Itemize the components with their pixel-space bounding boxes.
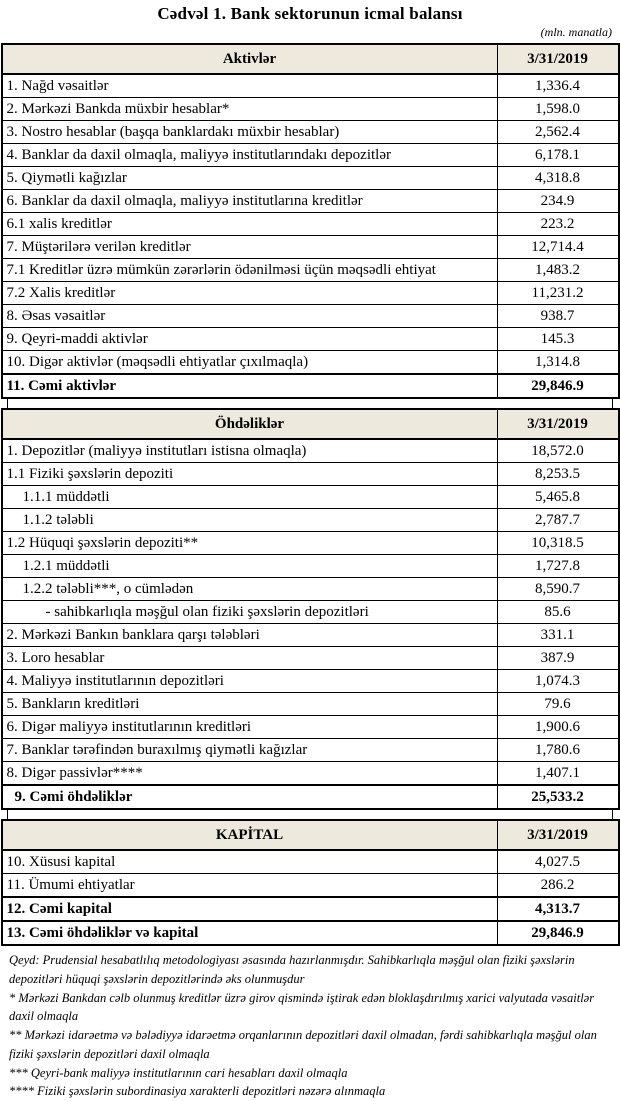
row-value: 11,231.2: [497, 282, 619, 305]
row-label: 1.1.2 tələbli: [2, 509, 498, 532]
table-row: [2, 532, 619, 555]
row-label: 2. Mərkəzi Bankda müxbir hesablar*: [2, 98, 498, 121]
row-value: 18,572.0: [497, 439, 619, 463]
row-label: 12. Cəmi kapital: [2, 897, 498, 921]
row-label: 5. Qiymətli kağızlar: [2, 167, 498, 190]
row-label: 6.1 xalis kreditlər: [2, 213, 498, 236]
row-label: 13. Cəmi öhdəliklər və kapital: [2, 921, 498, 945]
row-label: 8. Əsas vəsaitlər: [2, 305, 498, 328]
row-label: 2. Mərkəzi Bankın banklara qarşı tələbləri: [2, 624, 498, 647]
row-label: 7.2 Xalis kreditlər: [2, 282, 498, 305]
row-label: 7. Banklar tərəfindən buraxılmış qiymətli kağızlar: [2, 739, 498, 762]
row-value: 29,846.9: [497, 921, 619, 945]
row-value: 2,562.4: [497, 121, 619, 144]
row-label: 8. Digər passivlər****: [2, 762, 498, 786]
section-header-label: KAPİTAL: [2, 820, 498, 850]
assets-table: [1, 43, 620, 399]
row-value: 1,780.6: [497, 739, 619, 762]
footnote-4: **** Fiziki şəxslərin subordinasiya xarakterli depozitləri nəzərə alınmaqla: [9, 1084, 386, 1099]
row-value: 4,027.5: [497, 850, 619, 874]
row-label: 1.2.1 müddətli: [2, 555, 498, 578]
row-value: 331.1: [497, 624, 619, 647]
row-value: 2,787.7: [497, 509, 619, 532]
table-row: [2, 98, 619, 121]
table-row: [2, 739, 619, 762]
row-label: 6. Digər maliyyə institutlarının kreditləri: [2, 716, 498, 739]
table-row: [2, 647, 619, 670]
row-value: 85.6: [497, 601, 619, 624]
table-row: [2, 236, 619, 259]
row-label: 4. Maliyyə institutlarının depozitləri: [2, 670, 498, 693]
table-row: [2, 509, 619, 532]
row-value: 1,314.8: [497, 351, 619, 375]
row-label: 1.2 Hüquqi şəxslərin depoziti**: [2, 532, 498, 555]
table-row: [2, 282, 619, 305]
row-value: 1,900.6: [497, 716, 619, 739]
column-header-date: 3/31/2019: [497, 44, 619, 74]
table-row: [2, 213, 619, 236]
row-value: 223.2: [497, 213, 619, 236]
row-label: 10. Digər aktivlər (məqsədli ehtiyatlar çıxılmaqla): [2, 351, 498, 375]
row-value: 6,178.1: [497, 144, 619, 167]
row-value: 286.2: [497, 874, 619, 898]
table-row: [2, 578, 619, 601]
table-row: [2, 850, 619, 874]
footnotes-block: [9, 951, 611, 1101]
row-value: 938.7: [497, 305, 619, 328]
row-label: 5. Bankların kreditləri: [2, 693, 498, 716]
table-row: [2, 624, 619, 647]
row-label: 4. Banklar da daxil olmaqla, maliyyə institutlarındakı depozitlər: [2, 144, 498, 167]
liabilities-header-row: [2, 409, 619, 439]
row-value: 10,318.5: [497, 532, 619, 555]
footnote-2: ** Mərkəzi idarəetmə və bələdiyyə idarəetmə orqanlarının depozitləri daxil olmadan, fərdi sahibkarlıqla məşğul olan fiziki şəxslərin depozitləri daxil olmaqla: [9, 1028, 597, 1061]
table-row: [2, 259, 619, 282]
table-row: [2, 921, 619, 945]
table-row: [2, 693, 619, 716]
row-value: 1,074.3: [497, 670, 619, 693]
table-row: [2, 601, 619, 624]
section-gap: [7, 399, 613, 408]
table-row: [2, 555, 619, 578]
footnote-3: *** Qeyri-bank maliyyə institutlarının cari hesabları daxil olmaqla: [9, 1065, 348, 1080]
row-value: 8,590.7: [497, 578, 619, 601]
footnote-note: Qeyd: Prudensial hesabatlılıq metodologiyası əsasında hazırlanmışdır. Sahibkarlıqla məşğul olan fiziki şəxslərin depozitləri hüquqi şəxslərin depozitlərində əks olunmuşdur: [9, 953, 575, 986]
row-label: 11. Cəmi aktivlər: [2, 374, 498, 398]
table-row: [2, 874, 619, 898]
row-label: 9. Cəmi öhdəliklər: [2, 785, 498, 809]
table-row: [2, 716, 619, 739]
row-label: 1.1.1 müddətli: [2, 486, 498, 509]
row-label: 1.2.2 tələbli***, o cümlədən: [2, 578, 498, 601]
row-value: 5,465.8: [497, 486, 619, 509]
row-value: 4,318.8: [497, 167, 619, 190]
table-row: [2, 144, 619, 167]
row-value: 1,598.0: [497, 98, 619, 121]
table-row: [2, 374, 619, 398]
table-row: [2, 785, 619, 809]
row-value: 387.9: [497, 647, 619, 670]
row-value: 29,846.9: [497, 374, 619, 398]
row-label: 6. Banklar da daxil olmaqla, maliyyə institutlarına kreditlər: [2, 190, 498, 213]
row-value: 234.9: [497, 190, 619, 213]
table-row: [2, 167, 619, 190]
row-value: 1,483.2: [497, 259, 619, 282]
table-row: [2, 486, 619, 509]
table-row: [2, 351, 619, 375]
row-label: 1. Depozitlər (maliyyə institutları istisna olmaqla): [2, 439, 498, 463]
section-gap: [7, 810, 613, 819]
row-label: 3. Nostro hesablar (başqa banklardakı müxbir hesablar): [2, 121, 498, 144]
column-header-date: 3/31/2019: [497, 820, 619, 850]
table-row: [2, 328, 619, 351]
row-value: 8,253.5: [497, 463, 619, 486]
row-label: - sahibkarlıqla məşğul olan fiziki şəxslərin depozitləri: [2, 601, 498, 624]
table-row: [2, 463, 619, 486]
row-label: 11. Ümumi ehtiyatlar: [2, 874, 498, 898]
section-header-label: Öhdəliklər: [2, 409, 498, 439]
row-label: 7. Müştərilərə verilən kreditlər: [2, 236, 498, 259]
section-header-label: Aktivlər: [2, 44, 498, 74]
row-label: 1. Nağd vəsaitlər: [2, 74, 498, 98]
row-value: 1,727.8: [497, 555, 619, 578]
row-label: 7.1 Kreditlər üzrə mümkün zərərlərin ödənilməsi üçün məqsədli ehtiyat: [2, 259, 498, 282]
assets-header-row: [2, 44, 619, 74]
row-value: 4,313.7: [497, 897, 619, 921]
document-title: Cədvəl 1. Bank sektorunun icmal balansı: [157, 4, 463, 23]
table-row: [2, 670, 619, 693]
footnote-1: * Mərkəzi Bankdan cəlb olunmuş kreditlər üzrə girov qismində iştirak edən bloklaşdırılmış xarici valyutada vəsaitlər daxil olmaqla: [9, 990, 595, 1024]
table-row: [2, 190, 619, 213]
row-value: 25,533.2: [497, 785, 619, 809]
table-row: [2, 305, 619, 328]
table-row: [2, 897, 619, 921]
liabilities-table: [1, 408, 620, 810]
table-row: [2, 439, 619, 463]
row-value: 1,407.1: [497, 762, 619, 786]
unit-note: (mln. manatla): [540, 25, 612, 39]
row-value: 79.6: [497, 693, 619, 716]
table-row: [2, 74, 619, 98]
row-label: 1.1 Fiziki şəxslərin depoziti: [2, 463, 498, 486]
table-row: [2, 762, 619, 786]
column-header-date: 3/31/2019: [497, 409, 619, 439]
row-value: 145.3: [497, 328, 619, 351]
capital-table: [1, 819, 620, 946]
row-label: 9. Qeyri-maddi aktivlər: [2, 328, 498, 351]
row-label: 10. Xüsusi kapital: [2, 850, 498, 874]
capital-header-row: [2, 820, 619, 850]
row-label: 3. Loro hesablar: [2, 647, 498, 670]
table-row: [2, 121, 619, 144]
row-value: 1,336.4: [497, 74, 619, 98]
row-value: 12,714.4: [497, 236, 619, 259]
